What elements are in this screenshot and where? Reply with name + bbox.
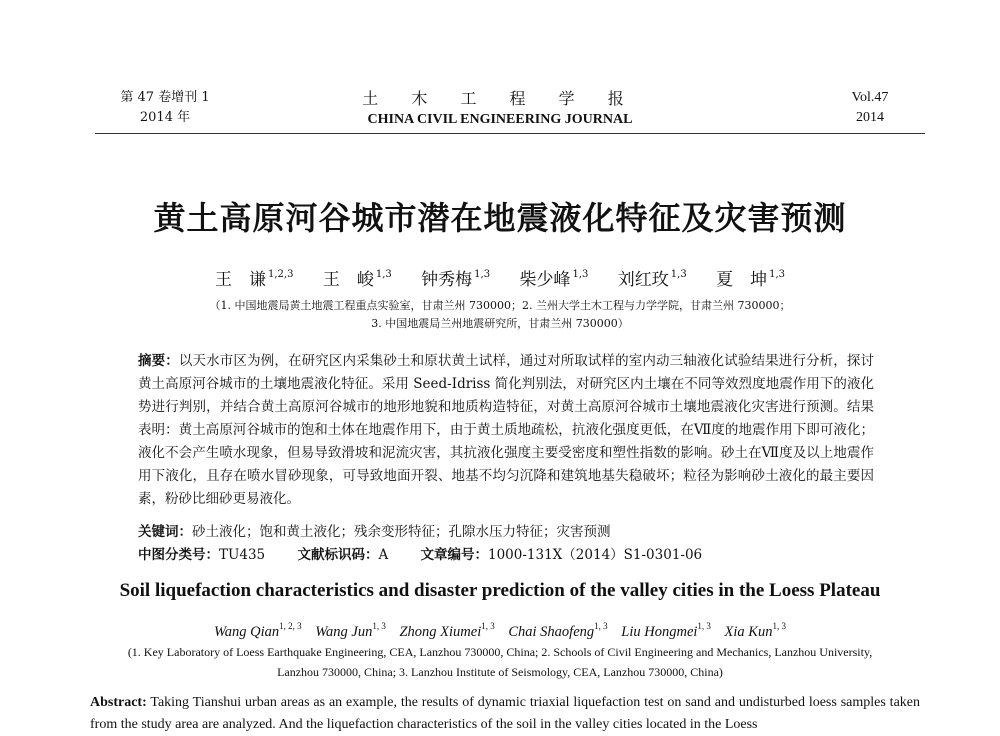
abstract-label-cn: 摘要： <box>138 353 179 369</box>
affiliation-line: （1. 中国地震局黄土地震工程重点实验室，甘肃兰州 730000；2. 兰州大学土木工程与力学学院，甘肃兰州 730000； <box>209 299 791 312</box>
author-en: Liu Hongmei$^{1, 3}$ <box>621 621 711 640</box>
author-en: Wang Jun$^{1, 3}$ <box>315 621 386 640</box>
author-cn: 柴少峰 $^{1,3}$ <box>519 269 589 290</box>
author-en: Chai Shaofeng$^{1, 3}$ <box>508 621 608 640</box>
article-number: 文章编号：1000-131X（2014）S1-0301-06 <box>420 547 703 563</box>
author-en: Xia Kun$^{1, 3}$ <box>724 621 786 640</box>
author-en: Zhong Xiumei$^{1, 3}$ <box>399 621 495 640</box>
author-cn: 钟秀梅 $^{1,3}$ <box>421 269 491 290</box>
volume-info <box>820 88 920 128</box>
author-cn: 刘红玫 $^{1,3}$ <box>617 269 687 290</box>
journal-name-cn: 土 木 工 程 学 报 <box>362 89 638 108</box>
abstract-en <box>90 692 920 736</box>
author-cn: 夏 坤 $^{1,3}$ <box>716 269 785 290</box>
keywords-cn <box>138 521 874 543</box>
author-cn: 王 峻 $^{1,3}$ <box>322 269 392 290</box>
issue-year: 2014 年 <box>139 110 191 125</box>
affiliations-cn <box>120 297 880 333</box>
abstract-text-cn: 以天水市区为例，在研究区内采集砂土和原状黄土试样，通过对所取试样的室内动三轴液化试验结果进行分析，探讨黄土高原河谷城市的土壤地震液化特征。采用 Seed-Idriss 简化判别法，对研究区内土壤在不同等效烈度地震作用下的液化势进行判别，并结合黄土高原河谷城市的地形地貌和地质构造特征，对黄土高原河谷城市土壤地震液化灾害进行预测。结果表明：黄土高原河谷城市的饱和土体在地震作用下，由于黄土质地疏松，抗液化强度更低，在Ⅶ度的地震作用下即可液化；液化不会产生喷水现象，但易导致滑坡和泥流灾害，其抗液化强度主要受密度和塑性指数的影响。砂土在Ⅶ度及以上地震作用下液化，且存在喷水冒砂现象，可导致地面开裂、地基不均匀沉降和建筑地基失稳破坏；粒径为影响砂土液化的最主要因素，粉砂比细砂更易液化。 <box>138 353 875 507</box>
document-code: 文献标识码：A <box>297 547 389 563</box>
journal-name <box>330 88 670 130</box>
journal-name-en: CHINA CIVIL ENGINEERING JOURNAL <box>367 112 633 127</box>
issue-info <box>110 88 220 128</box>
clc-code: 中图分类号：TU435 <box>138 547 266 563</box>
author-en: Wang Qian$^{1, 2, 3}$ <box>214 621 302 640</box>
affiliation-line: 3. 中国地震局兰州地震研究所，甘肃兰州 730000） <box>371 317 629 330</box>
author-list-cn <box>100 262 900 293</box>
author-list-en <box>150 615 850 643</box>
volume-number: Vol.47 <box>851 90 889 105</box>
author-cn: 王 谦 $^{1,2,3}$ <box>214 269 294 290</box>
issue-volume: 第 47 卷增刊 1 <box>120 90 210 105</box>
abstract-label-en: Abstract: <box>90 695 147 710</box>
classification-line <box>138 544 874 566</box>
header-divider <box>95 133 925 134</box>
keywords-label: 关键词： <box>138 524 192 540</box>
affiliation-line: Lanzhou 730000, China; 3. Lanzhou Institute of Seismology, CEA, Lanzhou 730000, China) <box>277 665 723 679</box>
keywords-text: 砂土液化；饱和黄土液化；残余变形特征；孔隙水压力特征；灾害预测 <box>192 524 611 540</box>
affiliations-en <box>85 642 915 682</box>
paper-title-cn: 黄土高原河谷城市潜在地震液化特征及灾害预测 <box>153 199 847 237</box>
volume-year: 2014 <box>856 110 884 125</box>
affiliation-line: (1. Key Laboratory of Loess Earthquake Engineering, CEA, Lanzhou 730000, China; 2. Schools of Civil Engineering and Mechanics, Lanzhou University, <box>127 645 873 659</box>
abstract-cn <box>138 350 874 511</box>
abstract-text-en: Taking Tianshui urban areas as an example, the results of dynamic triaxial liquefaction test on sand and undisturbed loess samples taken from the study area are analyzed. And the liquefaction characteristics of the soil in the valley cities located in the Loess <box>90 695 920 732</box>
paper-title-en: Soil liquefaction characteristics and disaster prediction of the valley cities in the Loess Plateau <box>119 580 881 601</box>
